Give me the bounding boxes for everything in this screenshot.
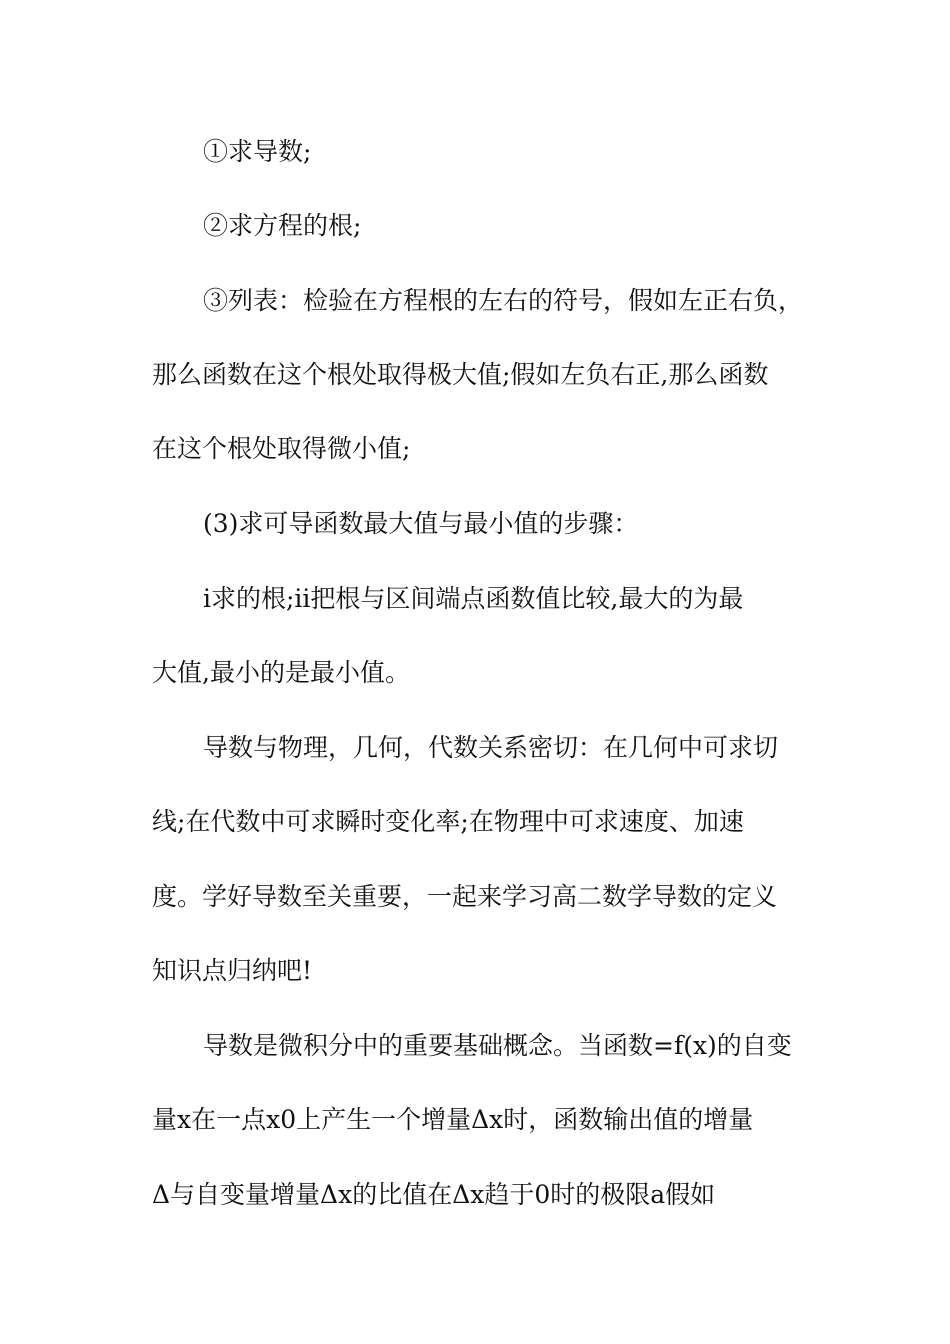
text-line-1: ①求导数; <box>203 137 312 166</box>
text-line-15: Δ与自变量增量Δx的比值在Δx趋于0时的极限a假如 <box>152 1180 716 1209</box>
text-line-4: 那么函数在这个根处取得极大值;假如左负右正,那么函数 <box>152 360 769 389</box>
text-line-6: (3)求可导函数最大值与最小值的步骤： <box>203 509 639 538</box>
text-line-13: 导数是微积分中的重要基础概念。当函数=f(x)的自变 <box>203 1031 792 1060</box>
text-line-14: 量x在一点x0上产生一个增量Δx时，函数输出值的增量 <box>152 1105 754 1134</box>
text-line-11: 度。学好导数至关重要，一起来学习高二数学导数的定义 <box>152 882 778 911</box>
text-line-8: 大值,最小的是最小值。 <box>152 658 410 687</box>
text-line-9: 导数与物理，几何，代数关系密切：在几何中可求切 <box>203 733 779 762</box>
text-line-2: ②求方程的根; <box>203 211 362 240</box>
text-line-5: 在这个根处取得微小值; <box>152 434 411 463</box>
text-line-12: 知识点归纳吧! <box>152 956 313 985</box>
text-line-3: ③列表：检验在方程根的左右的符号，假如左正右负， <box>203 286 804 315</box>
text-line-7: ⅰ求的根;ⅱ把根与区间端点函数值比较,最大的为最 <box>203 584 744 613</box>
text-line-10: 线;在代数中可求瞬时变化率;在物理中可求速度、加速 <box>152 807 744 836</box>
